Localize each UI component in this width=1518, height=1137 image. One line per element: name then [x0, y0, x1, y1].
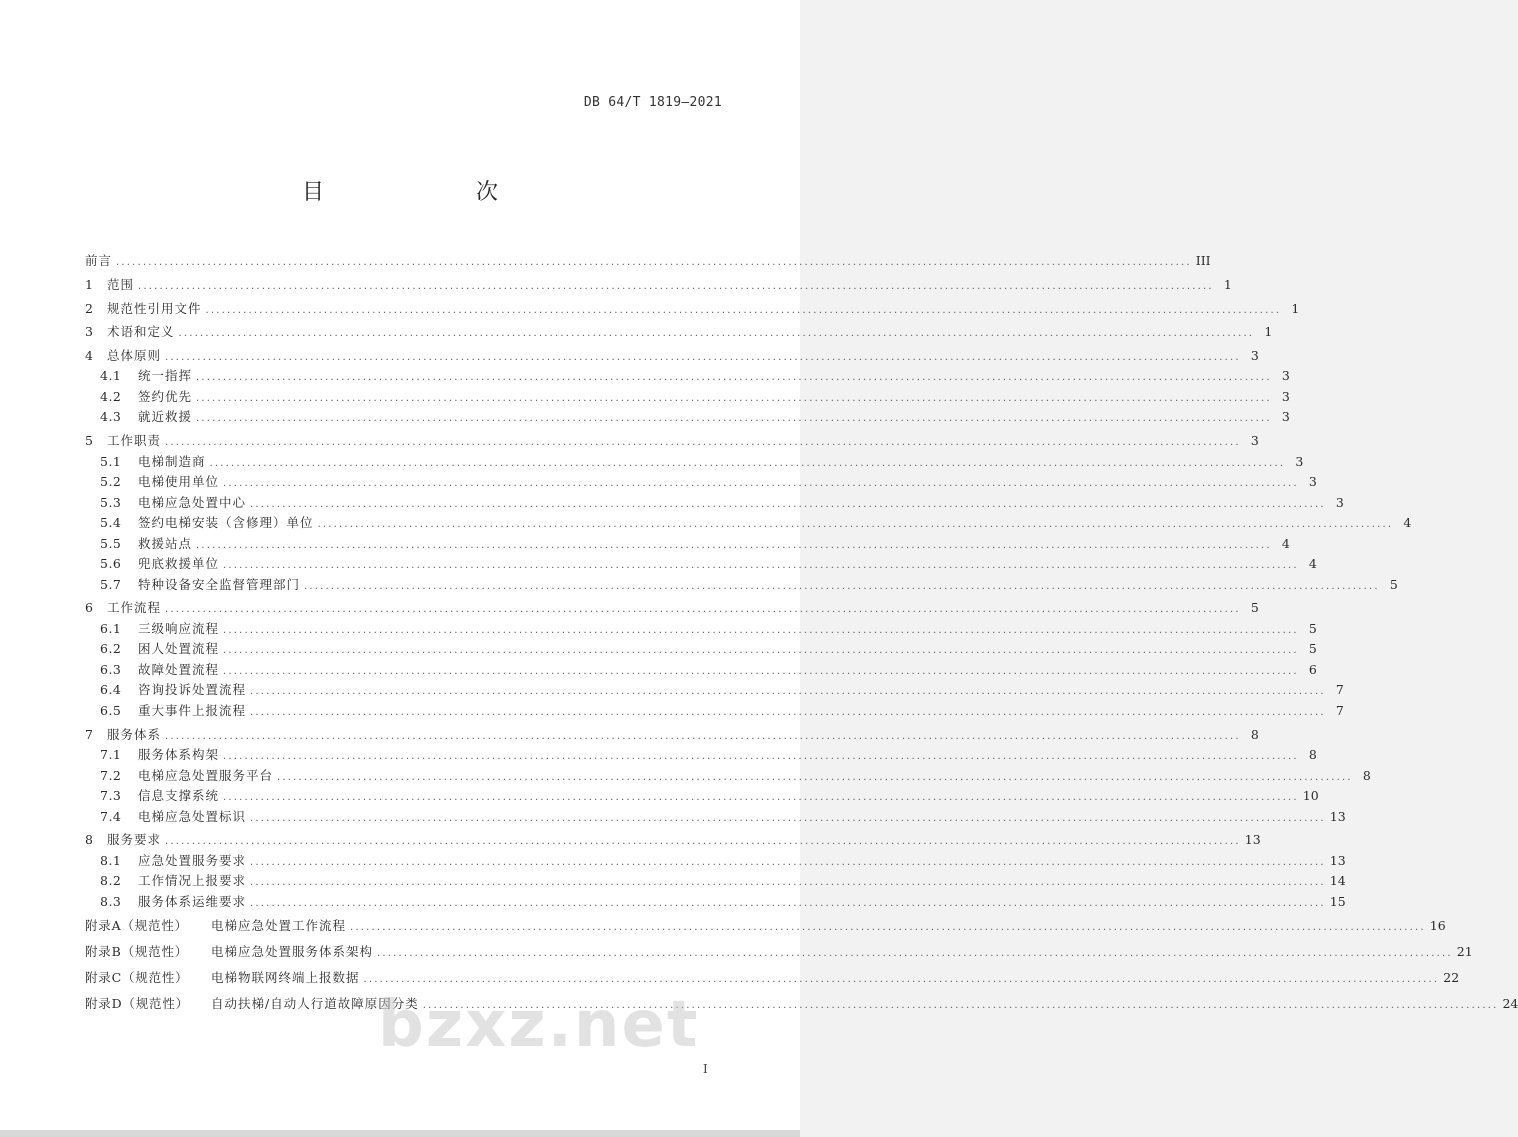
toc-entry-label: 工作流程 — [107, 600, 162, 616]
toc-entry-label: 困人处置流程 — [138, 641, 220, 657]
toc-entry-page: 13 — [1329, 808, 1346, 824]
toc-entry[interactable] — [85, 830, 1261, 851]
toc-entry-label: 电梯制造商 — [138, 453, 206, 469]
toc-entry-label: 术语和定义 — [107, 324, 175, 340]
toc-entry-page: 13 — [1244, 832, 1261, 848]
toc-entry[interactable] — [85, 965, 1460, 990]
toc-entry-label: 电梯应急处置工作流程 — [211, 918, 347, 934]
toc-entry-label: 电梯物联网终端上报数据 — [211, 970, 360, 986]
toc-entry-number: 7 — [85, 726, 94, 742]
page-edge — [0, 1130, 800, 1137]
toc-entry-page: 4 — [1281, 535, 1290, 551]
toc-leader-dots: ........................................................................................................................................................................................................ — [138, 280, 1214, 292]
toc-entry-number: 3 — [85, 324, 94, 340]
toc-entry-label: 签约优先 — [138, 388, 193, 404]
toc-entry-page: 3 — [1281, 388, 1290, 404]
toc-entry-number: 8.1 — [100, 852, 122, 868]
toc-entry-page: 4 — [1403, 515, 1412, 531]
page-number: I — [703, 1062, 708, 1076]
toc-entry-number: 6.5 — [100, 702, 122, 718]
toc-entry-number: 4 — [85, 347, 94, 363]
toc-entry[interactable] — [85, 431, 1259, 452]
toc-leader-dots: ........................................................................................................................................................................................................ — [350, 922, 1426, 934]
toc-entry[interactable] — [85, 913, 1446, 938]
table-of-contents — [85, 248, 1518, 1016]
toc-title: 目 次 — [301, 180, 534, 205]
toc-leader-dots: ........................................................................................................................................................................................................ — [165, 604, 1241, 616]
toc-entry-page: 3 — [1295, 453, 1304, 469]
toc-leader-dots: ........................................................................................................................................................................................................ — [223, 624, 1299, 636]
toc-entry-label: 工作情况上报要求 — [138, 873, 247, 889]
toc-entry-number: 7.2 — [100, 767, 122, 783]
toc-leader-dots: ........................................................................................................................................................................................................ — [250, 686, 1326, 698]
toc-entry[interactable] — [85, 725, 1259, 746]
toc-entry-page: 15 — [1329, 893, 1346, 909]
toc-entry-number: 5.5 — [100, 535, 122, 551]
toc-entry-label: 电梯应急处置服务体系架构 — [211, 944, 374, 960]
toc-entry-page: 16 — [1429, 918, 1446, 934]
toc-entry-label: 应急处置服务要求 — [138, 852, 247, 868]
toc-entry-label: 重大事件上报流程 — [138, 702, 247, 718]
toc-leader-dots: ........................................................................................................................................................................................................ — [277, 771, 1353, 783]
toc-entry-label: 总体原则 — [107, 347, 162, 363]
toc-entry-page: 21 — [1456, 944, 1473, 960]
toc-entry[interactable] — [85, 680, 1344, 701]
toc-entry-page: 3 — [1250, 347, 1259, 363]
toc-entry-number: 7.4 — [100, 808, 122, 824]
toc-leader-dots: ........................................................................................................................................................................................................ — [422, 1000, 1499, 1012]
toc-entry-label: 电梯使用单位 — [138, 474, 220, 490]
toc-entry-page: 10 — [1302, 788, 1319, 803]
toc-entry-number: 1 — [85, 276, 94, 292]
toc-entry-number: 6.4 — [100, 682, 122, 698]
toc-entry-number: 6 — [85, 600, 94, 616]
toc-leader-dots: ........................................................................................................................................................................................................ — [165, 836, 1241, 848]
toc-leader-dots: ........................................................................................................................................................................................................ — [165, 437, 1241, 449]
toc-entry-label: 信息支撑系统 — [138, 788, 220, 803]
toc-entry-page: 1 — [1291, 300, 1300, 316]
toc-entry-page: 14 — [1329, 873, 1346, 889]
toc-entry[interactable] — [85, 660, 1317, 681]
toc-entry[interactable] — [85, 452, 1304, 473]
toc-entry[interactable] — [85, 575, 1398, 596]
toc-entry-page: 3 — [1281, 368, 1290, 384]
toc-leader-dots: ........................................................................................................................................................................................................ — [196, 372, 1272, 384]
toc-entry-page: 4 — [1308, 556, 1317, 572]
toc-entry[interactable] — [85, 366, 1290, 387]
toc-leader-dots: ........................................................................................................................................................................................................ — [178, 328, 1255, 340]
toc-entry-number: 8.3 — [100, 893, 122, 909]
toc-entry-label: 电梯应急处置中心 — [138, 494, 247, 510]
toc-entry-page: 3 — [1281, 409, 1290, 425]
toc-entry-label: 签约电梯安装（含修理）单位 — [138, 515, 314, 531]
toc-entry-number: 7.3 — [100, 788, 122, 803]
toc-entry[interactable] — [85, 619, 1317, 640]
toc-entry-page: 5 — [1389, 576, 1398, 592]
toc-entry-number: 6.1 — [100, 620, 122, 636]
toc-leader-dots: ........................................................................................................................................................................................................ — [223, 478, 1299, 490]
toc-leader-dots: ........................................................................................................................................................................................................ — [196, 539, 1272, 551]
toc-entry-label: 服务体系运维要求 — [138, 893, 247, 909]
toc-entry[interactable] — [85, 639, 1317, 660]
toc-entry[interactable] — [85, 554, 1317, 575]
toc-entry-number: 5.2 — [100, 474, 122, 490]
toc-leader-dots: ........................................................................................................................................................................................................ — [317, 519, 1394, 531]
toc-entry-page: 1 — [1223, 276, 1232, 292]
toc-entry-label: 规范性引用文件 — [107, 300, 202, 316]
toc-entry-label: 电梯应急处置标识 — [138, 808, 247, 824]
toc-entry-number: 4.2 — [100, 388, 122, 404]
toc-entry-number: 7.1 — [100, 747, 122, 762]
toc-leader-dots: ........................................................................................................................................................................................................ — [250, 498, 1326, 510]
toc-entry[interactable] — [85, 892, 1346, 913]
toc-entry-number: 5.7 — [100, 576, 122, 592]
toc-entry-number: 5.4 — [100, 515, 122, 531]
toc-entry-number: 附录D（规范性） — [85, 996, 189, 1012]
toc-entry[interactable] — [85, 851, 1346, 872]
toc-entry-number: 5 — [85, 433, 94, 449]
toc-entry[interactable] — [85, 871, 1346, 892]
toc-entry[interactable] — [85, 598, 1259, 619]
toc-leader-dots: ........................................................................................................................................................................................................ — [223, 751, 1299, 762]
toc-entry-number: 6.3 — [100, 661, 122, 677]
toc-leader-dots: ........................................................................................................................................................................................................ — [377, 948, 1453, 960]
toc-entry[interactable] — [85, 322, 1273, 343]
toc-entry-label: 就近救援 — [138, 409, 193, 425]
toc-entry-page: 5 — [1308, 641, 1317, 657]
standard-code: DB 64/T 1819—2021 — [583, 95, 722, 110]
toc-entry[interactable] — [85, 387, 1290, 408]
toc-leader-dots: ........................................................................................................................................................................................................ — [165, 730, 1241, 742]
toc-entry-page: 6 — [1308, 661, 1317, 677]
toc-entry-number: 6.2 — [100, 641, 122, 657]
toc-entry-page: 8 — [1308, 747, 1317, 762]
toc-leader-dots: ........................................................................................................................................................................................................ — [205, 304, 1282, 316]
toc-leader-dots: ........................................................................................................................................................................................................ — [196, 392, 1272, 404]
toc-entry-page: 8 — [1250, 726, 1259, 742]
toc-entry-number: 5.6 — [100, 556, 122, 572]
toc-entry[interactable] — [85, 275, 1232, 296]
toc-entry[interactable] — [85, 299, 1300, 320]
toc-entry-page: 7 — [1335, 682, 1344, 698]
toc-entry-label: 电梯应急处置服务平台 — [138, 767, 274, 783]
toc-leader-dots: ........................................................................................................................................................................................................ — [250, 706, 1326, 718]
toc-entry-label: 范围 — [107, 276, 135, 292]
toc-entry-page: 5 — [1308, 620, 1317, 636]
toc-leader-dots: ........................................................................................................................................................................................................ — [250, 812, 1326, 824]
toc-leader-dots: ........................................................................................................................................................................................................ — [223, 792, 1299, 803]
toc-entry-label: 前言 — [85, 253, 113, 269]
toc-entry-number: 2 — [85, 300, 94, 316]
toc-leader-dots: ........................................................................................................................................................................................................ — [250, 897, 1326, 909]
toc-entry-page: 7 — [1335, 702, 1344, 718]
watermark: bzxz.net — [378, 988, 700, 1062]
toc-entry[interactable] — [85, 534, 1290, 555]
toc-entry-label: 工作职责 — [107, 433, 162, 449]
toc-entry-number: 4.1 — [100, 368, 122, 384]
toc-entry-label: 服务体系构架 — [138, 747, 220, 762]
toc-leader-dots: ........................................................................................................................................................................................................ — [250, 856, 1326, 868]
toc-entry[interactable] — [85, 701, 1344, 722]
toc-entry-label: 自动扶梯/自动人行道故障原因分类 — [211, 996, 419, 1012]
toc-entry-page: 3 — [1308, 474, 1317, 490]
toc-leader-dots: ........................................................................................................................................................................................................ — [223, 560, 1299, 572]
toc-entry-page: 8 — [1362, 767, 1371, 783]
toc-leader-dots: ........................................................................................................................................................................................................ — [116, 257, 1192, 269]
toc-entry[interactable] — [85, 407, 1290, 428]
toc-entry-number: 附录B（规范性） — [85, 944, 189, 960]
toc-entry-label: 咨询投诉处置流程 — [138, 682, 247, 698]
toc-leader-dots: ........................................................................................................................................................................................................ — [223, 665, 1299, 677]
toc-entry[interactable] — [85, 346, 1259, 367]
toc-entry[interactable] — [85, 745, 1317, 766]
toc-leader-dots: ........................................................................................................................................................................................................ — [250, 877, 1326, 889]
toc-entry-number: 附录A（规范性） — [85, 918, 188, 934]
toc-entry-page: 24 — [1502, 996, 1518, 1012]
toc-entry-label: 故障处置流程 — [138, 661, 220, 677]
toc-leader-dots: ........................................................................................................................................................................................................ — [304, 580, 1380, 592]
toc-leader-dots: ........................................................................................................................................................................................................ — [363, 974, 1440, 986]
toc-entry-page: 1 — [1264, 324, 1273, 340]
toc-entry-label: 特种设备安全监督管理部门 — [138, 576, 301, 592]
toc-entry[interactable] — [85, 939, 1473, 964]
toc-leader-dots: ........................................................................................................................................................................................................ — [209, 457, 1286, 469]
toc-entry-number: 5.1 — [100, 453, 122, 469]
toc-entry-page: 3 — [1250, 433, 1259, 449]
toc-entry-number: 附录C（规范性） — [85, 970, 189, 986]
toc-entry-page: 5 — [1250, 600, 1259, 616]
toc-leader-dots: ........................................................................................................................................................................................................ — [165, 351, 1241, 363]
toc-entry[interactable] — [85, 513, 1412, 534]
toc-entry[interactable] — [85, 493, 1344, 514]
toc-entry[interactable] — [85, 472, 1317, 493]
toc-entry[interactable] — [85, 807, 1346, 828]
toc-entry-label: 兜底救援单位 — [138, 556, 220, 572]
toc-entry-page: 13 — [1329, 852, 1346, 868]
toc-entry-label: 服务体系 — [107, 726, 162, 742]
toc-entry-number: 4.3 — [100, 409, 122, 425]
toc-entry-page: 3 — [1335, 494, 1344, 510]
toc-entry-label: 救援站点 — [138, 535, 193, 551]
toc-entry-label: 统一指挥 — [138, 368, 193, 384]
toc-entry[interactable] — [85, 251, 1211, 272]
toc-leader-dots: ........................................................................................................................................................................................................ — [196, 413, 1272, 425]
toc-entry-number: 5.3 — [100, 494, 122, 510]
toc-leader-dots: ........................................................................................................................................................................................................ — [223, 645, 1299, 657]
toc-entry-label: 服务要求 — [107, 832, 162, 848]
toc-entry-page: 22 — [1443, 970, 1460, 986]
toc-entry[interactable] — [85, 786, 1319, 807]
toc-entry-number: 8.2 — [100, 873, 122, 889]
toc-entry-page: III — [1195, 253, 1211, 269]
toc-entry-number: 8 — [85, 832, 94, 848]
toc-entry-label: 三级响应流程 — [138, 620, 220, 636]
toc-entry[interactable] — [85, 766, 1371, 787]
